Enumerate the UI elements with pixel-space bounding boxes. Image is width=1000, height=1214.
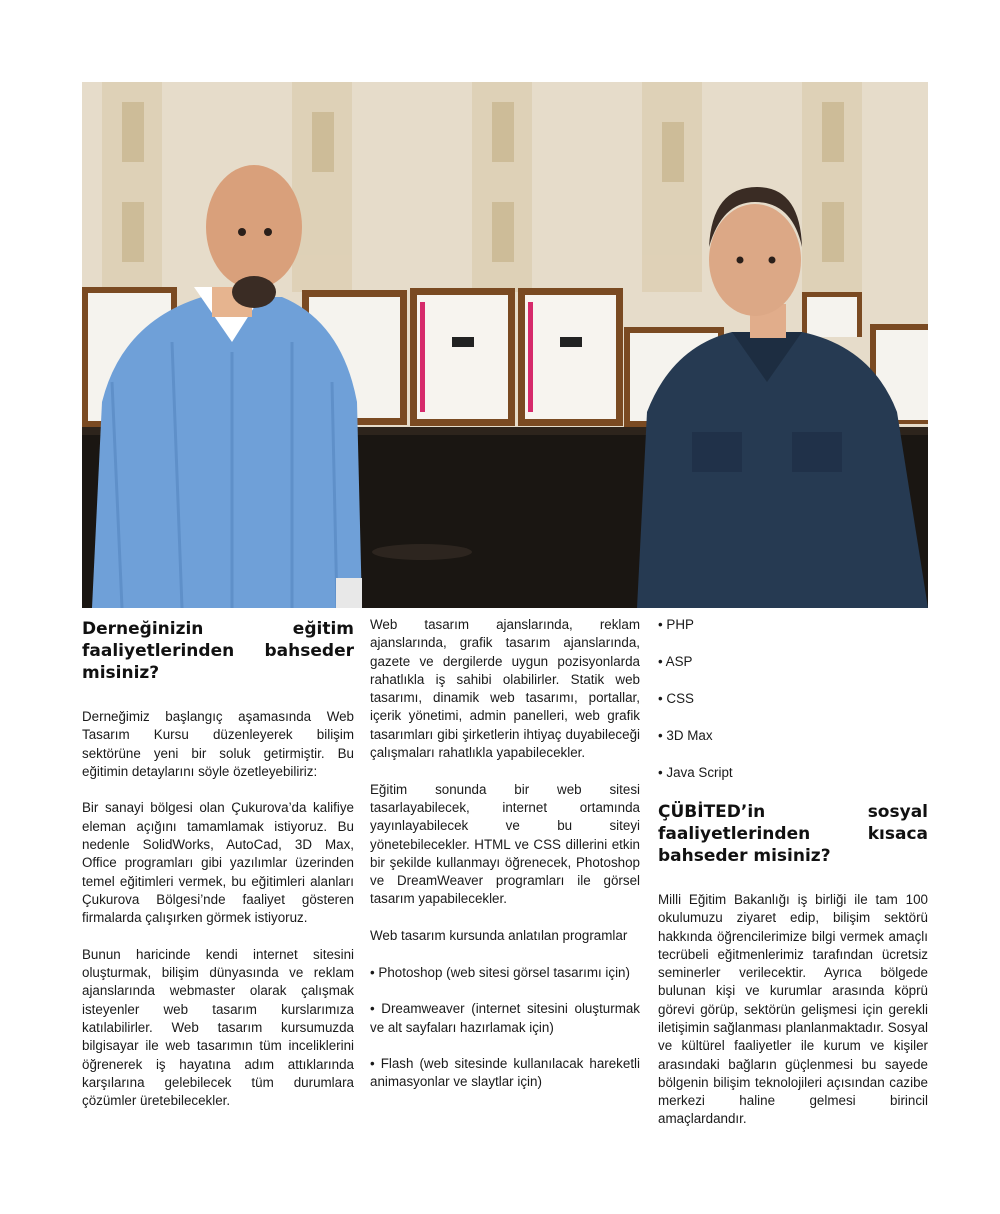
program-list-continued (658, 616, 928, 782)
section-heading-education: Derneğinizin eğitim faaliyetlerinden bahseder misiniz? (82, 619, 354, 683)
list-item: • Photoshop (web sitesi görsel tasarımı için) (370, 964, 630, 980)
paragraph: Bir sanayi bölgesi olan Çukurova’da kalifiye eleman açığını tamamlamak istiyoruz. Bu nedenle SolidWorks, AutoCad, 3D Max, Office programları gibi yazılımlar üzerinden temel eğitimleri vermek, bu eğitimleri alanları Çukurova Bölgesi’nde faaliyet gösteren firmalarda çalışırken görmek istiyoruz. (82, 800, 354, 926)
list-item: • ASP (658, 653, 693, 669)
column-2 (370, 616, 640, 1110)
paragraph: Milli Eğitim Bakanlığı iş birliği ile tam 100 okulumuzu ziyaret edip, bilişim sektörü hakkında öğrencilerimize bilgi vermek amaçlı tecrübeli eğitmenlerimiz tarafından ücretsiz seminerler verilecektir. Ayrıca bölgede bulunan kişi ve kurumlar arasında köprü görevi görüp, sektörün gelişmesi için gerekli iletişimin sağlanması planlanmaktadır. Sosyal ve kültürel faaliyetler ile kurum ve kişiler arasındaki bağların güçlenmesi bu sayede bölgenin bilişim teknolojileri açısından cazibe merkezi haline gelmesi birincil amaçlardandır. (658, 891, 928, 1127)
list-item: • Flash (web sitesinde kullanılacak hareketli animasyonlar ve slaytlar için) (370, 1056, 640, 1090)
column-1 (82, 616, 354, 1129)
section-heading-social: ÇÜBİTED’in sosyal faaliyetlerinden kısaca bahseder misiniz? (658, 801, 928, 866)
list-item: • CSS (658, 690, 694, 706)
article-photo (82, 82, 928, 608)
paragraph: Eğitim sonunda bir web sitesi tasarlayabilecek, internet ortamında yayınlayabilecek ve bu siteyi yönetebilecekler. HTML ve CSS dillerini etkin bir şekilde kullanmayı öğrenecek, Photoshop ve DreamWeaver programları ile görsel tasarım yapabilecekler. (370, 781, 640, 907)
paragraph: Web tasarım ajanslarında, reklam ajanslarında, grafik tasarım ajanslarında, gazete ve dergilerde uygun pozisyonlarda rahatlıkla iş sahibi olabilirler. Statik web tasarımı, dinamik web tasarımı, portallar, içerik yönetimi, admin panelleri, web grafik tasarımları gibi şirketlerin ihtiyaç duyabileceği çalışmaları rahatlıkla yapabilecekler. (370, 617, 640, 761)
list-item: • Java Script (658, 764, 733, 780)
list-item: • 3D Max (658, 727, 713, 743)
paragraph: Bunun haricinde kendi internet sitesini oluşturmak, bilişim dünyasında ve reklam ajanslarında webmaster olarak çalışmak isteyenler web tasarım kurslarımıza katılabilirler. Web tasarım kursumuzda bilgisayar ile web tasarımın tüm inceliklerini öğrenerek iş hayatına adım attıklarında karşılarına gelebilecek tüm durumlara çözümler üretebilecekler. (82, 946, 354, 1109)
list-item: • PHP (658, 617, 694, 632)
program-list (370, 964, 640, 1092)
column-3 (658, 616, 928, 1147)
paragraph: Derneğimiz başlangıç aşamasında Web Tasarım Kursu düzenleyerek bilişim sektörüne yeni bir soluk getirmiştir. Bu eğitimin detaylarını söyle özetleyebiliriz: (82, 709, 354, 779)
list-item: • Dreamweaver (internet sitesini oluşturmak ve alt sayfaları hazırlamak için) (370, 1001, 640, 1035)
paragraph: Web tasarım kursunda anlatılan programlar (370, 928, 628, 944)
photo-illustration (82, 82, 928, 608)
